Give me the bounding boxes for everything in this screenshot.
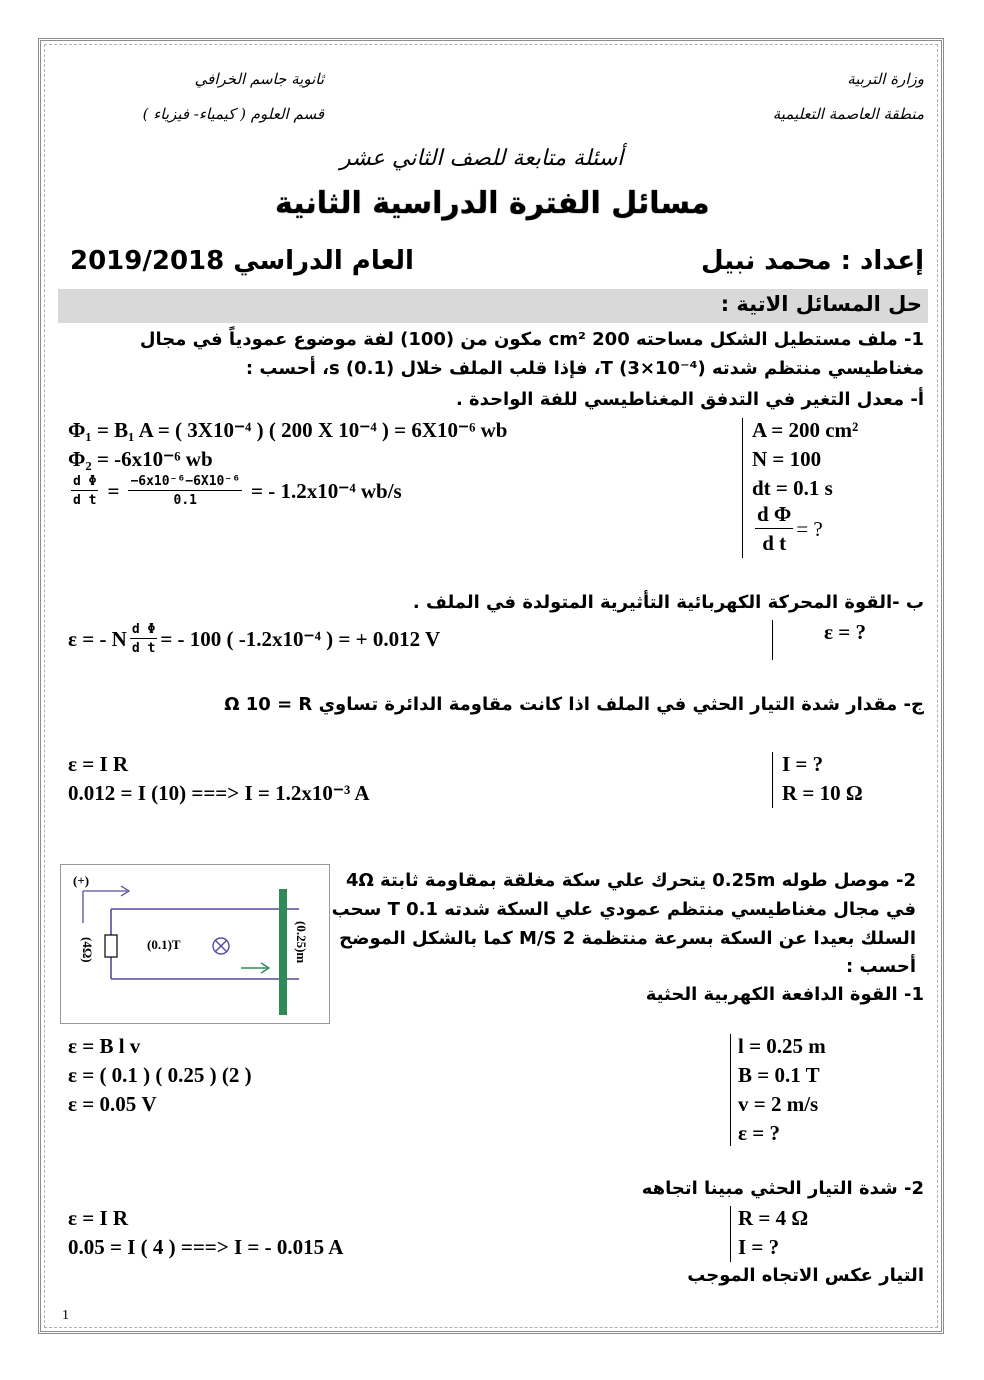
q1-given-a-4: $\frac{\text{d Φ}}{\text{d t}}$ = ? (757, 502, 823, 555)
q2-given2-divider (730, 1206, 731, 1262)
flux-change-fraction: $\frac{\text{−6x10⁻⁶−6X10⁻⁶}}{0.1}$ (130, 474, 241, 508)
q1-sol-a2: Φ₂ = -6x10⁻⁶ wb (68, 447, 213, 471)
main-title: مسائل الفترة الدراسية الثانية (275, 186, 710, 221)
sliding-conductor (279, 889, 287, 1015)
q2-given1-3: v = 2 m/s (738, 1092, 819, 1116)
q1-sol-c-2: 0.012 = I (10) ===> I = 1.2x10⁻³ A (68, 781, 370, 805)
q2-note: التيار عكس الاتجاه الموجب (687, 1265, 924, 1286)
q1-given-c-divider (772, 752, 773, 808)
header-ministry: وزارة التربية (847, 70, 924, 88)
q2-given1-divider (730, 1034, 731, 1146)
school-year: العام الدراسي 2019/2018 (70, 246, 414, 276)
q2-part2: 2- شدة التيار الحثي مبينا اتجاهه (641, 1178, 924, 1199)
section-band-label: حل المسائل الاتية : (720, 292, 922, 316)
header-department: قسم العلوم ( كيمياء- فيزياء ) (142, 105, 324, 123)
q2-line2: في مجال مغناطيسي منتظم عمودي علي السكة شدته T 0.1 سحب (331, 899, 916, 920)
q1-part-a: أ- معدل التغير في التدفق المغناطيسي للفة الواحدة . (455, 389, 924, 410)
diagram-length-label: (0.25)m (294, 921, 309, 964)
resistor-symbol (105, 935, 117, 957)
subtitle: أسئلة متابعة للصف الثاني عشر (340, 146, 624, 171)
q1-line1: 1- ملف مستطيل الشكل مساحته 200 cm² مكون من (100) لفة موضوع عمودياً في مجال (139, 329, 924, 350)
diagram-plus-label: (+) (73, 873, 90, 888)
q1-given-a-divider (742, 418, 743, 558)
diagram-resistor-label: (4Ω) (80, 937, 95, 963)
q2-given1-4: ε = ? (738, 1121, 780, 1145)
header-region: منطقة العاصمة التعليمية (772, 105, 924, 123)
q2-given2-1: R = 4 Ω (738, 1206, 809, 1230)
header-school: ثانوية جاسم الخرافي (194, 70, 324, 88)
circuit-diagram (60, 864, 330, 1024)
q2-sol2-2: 0.05 = I ( 4 ) ===> I = - 0.015 A (68, 1235, 344, 1259)
q2-part1: 1- القوة الدافعة الكهربية الحثية (645, 984, 924, 1005)
q2-given1-1: l = 0.25 m (738, 1034, 826, 1058)
q2-line4: أحسب : (846, 956, 916, 977)
dphi-dt-given: $\frac{\text{d Φ}}{\text{d t}}$ (757, 502, 792, 555)
dphi-dt-fraction: $\frac{\text{d Φ}}{\text{d t}}$ (73, 474, 97, 508)
q1-sol-a3: $\frac{\text{d Φ}}{\text{d t}}$ = $\frac{\text{−6x10⁻⁶−6X10⁻⁶}}{0.1}$ = - 1.2x10⁻⁴ wb/s (73, 474, 402, 508)
q2-sol1-3: ε = 0.05 V (68, 1092, 157, 1116)
q2-sol1-1: ε = B l v (68, 1034, 141, 1058)
q1-given-b: ε = ? (824, 620, 866, 644)
q1-given-a-3: dt = 0.1 s (752, 476, 833, 500)
q2-line1: 2- موصل طوله 0.25m يتحرك علي سكة مغلقة بمقاومة ثابتة 4Ω (345, 870, 916, 891)
q1-given-a-1: A = 200 cm² (752, 418, 859, 442)
q2-sol1-2: ε = ( 0.1 ) ( 0.25 ) (2 ) (68, 1063, 252, 1087)
q1-part-c: ج- مقدار شدة التيار الحثي في الملف اذا كانت مقاومة الدائرة تساوي Ω 10 = R (224, 694, 924, 715)
q1-given-a-2: N = 100 (752, 447, 822, 471)
q1-line2: مغناطيسي منتظم شدته T (3×10⁻⁴)، فإذا قلب الملف خلال s (0.1)، أحسب : (245, 358, 924, 379)
diagram-field-label: (0.1)T (147, 937, 181, 952)
dphi-dt-emf: $\frac{\text{d Φ}}{\text{d t}}$ (131, 622, 156, 656)
q1-given-c-1: I = ? (782, 752, 824, 776)
q1-part-b: ب -القوة المحركة الكهربائية التأثيرية المتولدة في الملف . (412, 592, 924, 613)
page-border (38, 38, 944, 1334)
q2-given2-2: I = ? (738, 1235, 780, 1259)
q1-given-b-divider (772, 620, 773, 660)
q1-given-c-2: R = 10 Ω (782, 781, 863, 805)
circuit-svg (61, 865, 329, 1023)
q2-line3: السلك بعيدا عن السكة بسرعة منتظمة M/S 2 كما بالشكل الموضح (339, 928, 916, 949)
q1-sol-a1: Φ₁ = B₁ A = ( 3X10⁻⁴ ) ( 200 X 10⁻⁴ ) = 6X10⁻⁶ wb (68, 418, 508, 442)
page-number: 1 (62, 1308, 69, 1323)
q2-sol2-1: ε = I R (68, 1206, 129, 1230)
q1-sol-c-1: ε = I R (68, 752, 129, 776)
author-line: إعداد : محمد نبيل (701, 246, 924, 276)
q1-sol-b: ε = - N $\frac{\text{d Φ}}{\text{d t}}$ = - 100 ( -1.2x10⁻⁴ ) = + 0.012 V (68, 622, 441, 656)
q2-given1-2: B = 0.1 T (738, 1063, 820, 1087)
